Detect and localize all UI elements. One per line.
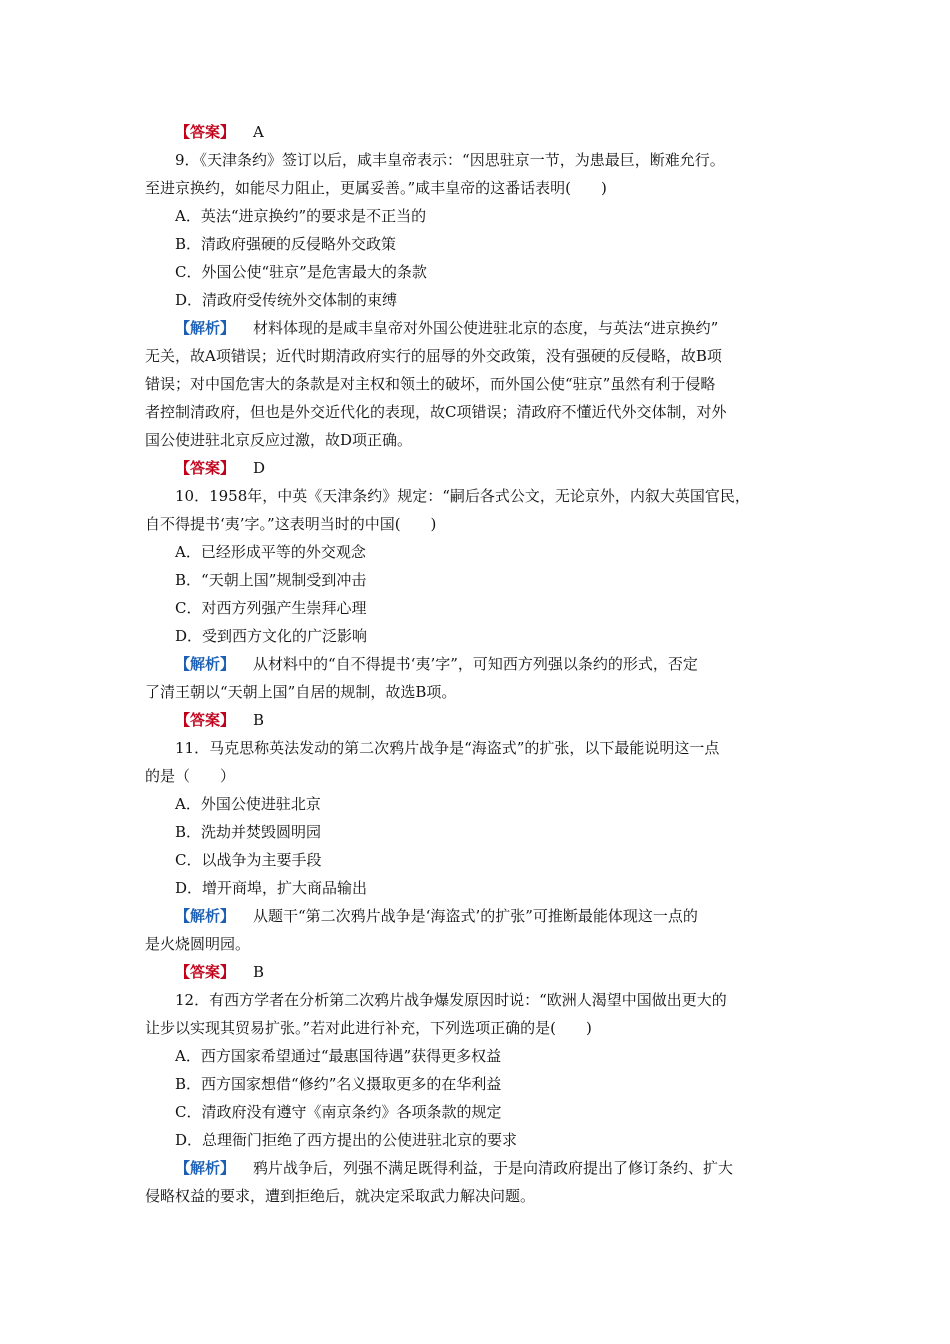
option-c: C．以战争为主要手段 [175, 851, 322, 869]
option-d: D．清政府受传统外交体制的束缚 [175, 291, 398, 309]
question-stem-cont: 至进京换约，如能尽力阻止，更属妥善。”咸丰皇帝的这番话表明( ) [145, 179, 607, 197]
option-b: B．洗劫并焚毁圆明园 [175, 823, 322, 841]
option-a: A．已经形成平等的外交观念 [175, 543, 366, 561]
answer-line [145, 958, 813, 986]
option-a: A．英法“进京换约”的要求是不正当的 [175, 207, 427, 225]
answer-value: B [253, 963, 265, 981]
question-stem-cont: 自不得提书‘夷’字。”这表明当时的中国( ) [145, 515, 437, 533]
question-stem-cont: 的是（ ） [145, 767, 236, 785]
option-a: A．外国公使进驻北京 [175, 795, 321, 813]
analysis-text-cont: 了清王朝以“天朝上国”自居的规制，故选B项。 [145, 683, 457, 701]
question-stem: 10．1958年，中英《天津条约》规定：“嗣后各式公文，无论京外，内叙大英国官民， [175, 487, 750, 505]
analysis-tag: 【解析】 [175, 319, 236, 337]
question-10 [145, 482, 813, 734]
analysis-line [145, 902, 813, 930]
analysis-text-cont: 是火烧圆明园。 [145, 935, 251, 953]
option-a: A．西方国家希望通过“最惠国待遇”获得更多权益 [175, 1047, 502, 1065]
answer-tag: 【答案】 [175, 963, 236, 981]
option-c: C．外国公使“驻京”是危害最大的条款 [175, 263, 427, 281]
analysis-text-cont: 错误；对中国危害大的条款是对主权和领土的破坏，而外国公使“驻京”虽然有利于侵略 [145, 375, 716, 393]
analysis-text-cont: 者控制清政府，但也是外交近代化的表现，故C项错误；清政府不懂近代外交体制，对外 [145, 403, 727, 421]
option-d: D．总理衙门拒绝了西方提出的公使进驻北京的要求 [175, 1131, 518, 1149]
question-stem-cont: 让步以实现其贸易扩张。”若对此进行补充，下列选项正确的是( ) [145, 1019, 592, 1037]
question-9 [145, 146, 813, 482]
question-stem: 12．有西方学者在分析第二次鸦片战争爆发原因时说：“欧洲人渴望中国做出更大的 [175, 991, 727, 1009]
analysis-line [145, 314, 813, 342]
analysis-text: 从材料中的“自不得提书‘夷’字”，可知西方列强以条约的形式，否定 [253, 655, 698, 673]
analysis-text: 鸦片战争后，列强不满足既得利益，于是向清政府提出了修订条约、扩大 [253, 1159, 734, 1177]
answer-value: A [253, 123, 264, 141]
question-12 [145, 986, 813, 1210]
option-b: B．清政府强硬的反侵略外交政策 [175, 235, 397, 253]
question-stem: 11．马克思称英法发动的第二次鸦片战争是“海盗式”的扩张，以下最能说明这一点 [175, 739, 720, 757]
analysis-line [145, 650, 813, 678]
option-b: B．西方国家想借“修约”名义摄取更多的在华利益 [175, 1075, 502, 1093]
analysis-text-cont: 国公使进驻北京反应过激，故D项正确。 [145, 431, 413, 449]
option-d: D．受到西方文化的广泛影响 [175, 627, 368, 645]
option-c: C．清政府没有遵守《南京条约》各项条款的规定 [175, 1103, 502, 1121]
document-page [145, 118, 813, 1210]
answer-line [145, 706, 813, 734]
analysis-tag: 【解析】 [175, 1159, 236, 1177]
analysis-line [145, 1154, 813, 1182]
option-d: D．增开商埠，扩大商品输出 [175, 879, 368, 897]
analysis-tag: 【解析】 [175, 907, 236, 925]
answer-value: B [253, 711, 265, 729]
answer-line-q8 [145, 118, 813, 146]
answer-tag: 【答案】 [175, 459, 236, 477]
option-b: B．“天朝上国”规制受到冲击 [175, 571, 367, 589]
answer-tag: 【答案】 [175, 711, 236, 729]
answer-tag: 【答案】 [175, 123, 236, 141]
answer-value: D [253, 459, 266, 477]
analysis-text-cont: 无关，故A项错误；近代时期清政府实行的屈辱的外交政策，没有强硬的反侵略，故B项 [145, 347, 722, 365]
answer-line [145, 454, 813, 482]
analysis-text: 从题干“第二次鸦片战争是‘海盗式’的扩张”可推断最能体现这一点的 [253, 907, 698, 925]
question-stem: 9．《天津条约》签订以后，咸丰皇帝表示：“因思驻京一节，为患最巨，断难允行。 [175, 151, 725, 169]
question-11 [145, 734, 813, 986]
option-c: C．对西方列强产生崇拜心理 [175, 599, 367, 617]
analysis-text: 材料体现的是咸丰皇帝对外国公使进驻北京的态度，与英法“进京换约” [253, 319, 719, 337]
analysis-tag: 【解析】 [175, 655, 236, 673]
analysis-text-cont: 侵略权益的要求，遭到拒绝后，就决定采取武力解决问题。 [145, 1187, 536, 1205]
